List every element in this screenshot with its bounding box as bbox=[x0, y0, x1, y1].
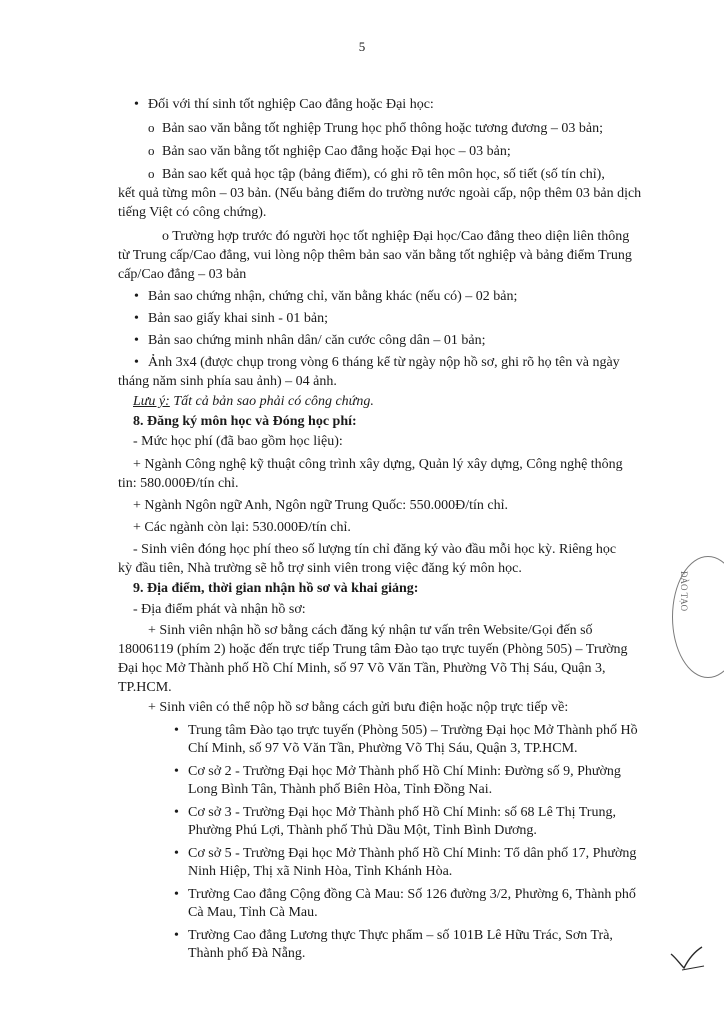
address-campus3-line-1: • Cơ sở 3 - Trường Đại học Mở Thành phố Hồ Chí Minh: số 68 Lê Thị Trung, bbox=[188, 804, 616, 822]
doc-transcript-line-2: kết quả từng môn – 03 bản. (Nếu bảng điểm do trường nước ngoài cấp, nộp thêm 03 bản dịch bbox=[118, 186, 642, 201]
doc-college-diploma: o Bản sao văn bằng tốt nghiệp Cao đẳng hoặc Đại học – 03 bản; bbox=[162, 143, 511, 161]
address-center-line-2: Chí Minh, số 97 Võ Văn Tần, Phường Võ Thị Sáu, Quận 3, TP.HCM. bbox=[188, 741, 578, 756]
doc-transcript-line-1: o Bản sao kết quả học tập (bảng điểm), có ghi rõ tên môn học, số tiết (số tín chỉ), bbox=[162, 166, 605, 184]
submit-intro: + Sinh viên có thể nộp hồ sơ bằng cách gửi bưu điện hoặc nộp trực tiếp về: bbox=[148, 700, 569, 715]
note-text: Tất cả bản sao phải có công chứng. bbox=[169, 394, 374, 409]
receive-line-2: 18006119 (phím 2) hoặc đến trực tiếp Trung tâm Đào tạo trực tuyến (Phòng 505) – Trường bbox=[118, 642, 628, 657]
address-center-line-1: • Trung tâm Đào tạo trực tuyến (Phòng 505) – Trường Đại học Mở Thành phố Hồ bbox=[188, 722, 638, 740]
address-camau-line-2: Cà Mau, Tỉnh Cà Mau. bbox=[188, 905, 318, 920]
tuition-payment-line-1: - Sinh viên đóng học phí theo số lượng tín chỉ đăng ký vào đầu mỗi học kỳ. Riêng học bbox=[133, 542, 617, 557]
location-intro: - Địa điểm phát và nhận hồ sơ: bbox=[133, 602, 306, 617]
bullet-photo-line-2: tháng năm sinh phía sau ảnh) – 04 ảnh. bbox=[118, 374, 337, 389]
address-campus5-line-1: • Cơ sở 5 - Trường Đại học Mở Thành phố Hồ Chí Minh: Tổ dân phố 17, Phường bbox=[188, 845, 636, 863]
transfer-case-line-2: từ Trung cấp/Cao đẳng, vui lòng nộp thêm bản sao văn bằng tốt nghiệp và bảng điểm Trung bbox=[118, 248, 632, 263]
transfer-case-line-1: o Trường hợp trước đó người học tốt nghiệp Đại học/Cao đẳng theo diện liên thông bbox=[162, 229, 630, 244]
receive-line-3: Đại học Mở Thành phố Hồ Chí Minh, số 97 Võ Văn Tần, Phường Võ Thị Sáu, Quận 3, bbox=[118, 661, 606, 676]
address-campus3-line-2: Phường Phú Lợi, Thành phố Thủ Dầu Một, Tỉnh Bình Dương. bbox=[188, 823, 537, 838]
bullet-college-graduates: • Đối với thí sinh tốt nghiệp Cao đẳng hoặc Đại học: bbox=[148, 96, 434, 114]
doc-highschool-diploma: o Bản sao văn bằng tốt nghiệp Trung học phổ thông hoặc tương đương – 03 bản; bbox=[162, 120, 603, 138]
address-campus5-line-2: Ninh Hiệp, Thị xã Ninh Hòa, Tỉnh Khánh Hòa. bbox=[188, 864, 453, 879]
transfer-case-line-3: cấp/Cao đẳng – 03 bản bbox=[118, 267, 247, 282]
tuition-payment-line-2: kỳ đầu tiên, Nhà trường sẽ hỗ trợ sinh viên trong việc đăng ký môn học. bbox=[118, 561, 522, 576]
seal-stamp bbox=[672, 556, 724, 678]
tuition-tech-line-1: + Ngành Công nghệ kỹ thuật công trình xây dựng, Quản lý xây dựng, Công nghệ thông bbox=[133, 457, 623, 472]
page-number: 5 bbox=[358, 39, 366, 54]
tuition-language: + Ngành Ngôn ngữ Anh, Ngôn ngữ Trung Quốc: 550.000Đ/tín chỉ. bbox=[133, 498, 509, 513]
seal-text: ĐÀO TẠO bbox=[679, 571, 689, 612]
tuition-intro: - Mức học phí (đã bao gồm học liệu): bbox=[133, 434, 343, 449]
bullet-other-certificates: • Bản sao chứng nhận, chứng chỉ, văn bằng khác (nếu có) – 02 bản; bbox=[148, 288, 517, 306]
doc-transcript-line-3: tiếng Việt có công chứng). bbox=[118, 205, 267, 220]
address-camau-line-1: • Trường Cao đẳng Cộng đồng Cà Mau: Số 126 đường 3/2, Phường 6, Thành phố bbox=[188, 886, 636, 904]
section-8-heading: 8. Đăng ký môn học và Đóng học phí: bbox=[133, 414, 357, 429]
receive-line-4: TP.HCM. bbox=[118, 680, 172, 695]
address-food-college-line-1: • Trường Cao đẳng Lương thực Thực phẩm – số 101B Lê Hữu Trác, Sơn Trà, bbox=[188, 927, 613, 945]
note bbox=[133, 393, 374, 411]
receive-line-1: + Sinh viên nhận hồ sơ bằng cách đăng ký nhận tư vấn trên Website/Gọi đến số bbox=[148, 623, 593, 638]
address-campus2-line-1: • Cơ sở 2 - Trường Đại học Mở Thành phố Hồ Chí Minh: Đường số 9, Phường bbox=[188, 763, 621, 781]
bullet-birth-certificate: • Bản sao giấy khai sinh - 01 bản; bbox=[148, 310, 328, 328]
note-label: Lưu ý: bbox=[133, 394, 170, 409]
bullet-photo-line-1: • Ảnh 3x4 (được chụp trong vòng 6 tháng kể từ ngày nộp hồ sơ, ghi rõ họ tên và ngày bbox=[148, 354, 620, 372]
tuition-other: + Các ngành còn lại: 530.000Đ/tín chỉ. bbox=[133, 520, 351, 535]
bullet-id-card: • Bản sao chứng minh nhân dân/ căn cước công dân – 01 bản; bbox=[148, 332, 486, 350]
signature-mark bbox=[668, 944, 708, 974]
address-campus2-line-2: Long Bình Tân, Thành phố Biên Hòa, Tỉnh Đồng Nai. bbox=[188, 782, 493, 797]
address-food-college-line-2: Thành phố Đà Nẵng. bbox=[188, 946, 306, 961]
tuition-tech-line-2: tin: 580.000Đ/tín chỉ. bbox=[118, 476, 239, 491]
section-9-heading: 9. Địa điểm, thời gian nhận hồ sơ và khai giảng: bbox=[133, 581, 419, 596]
